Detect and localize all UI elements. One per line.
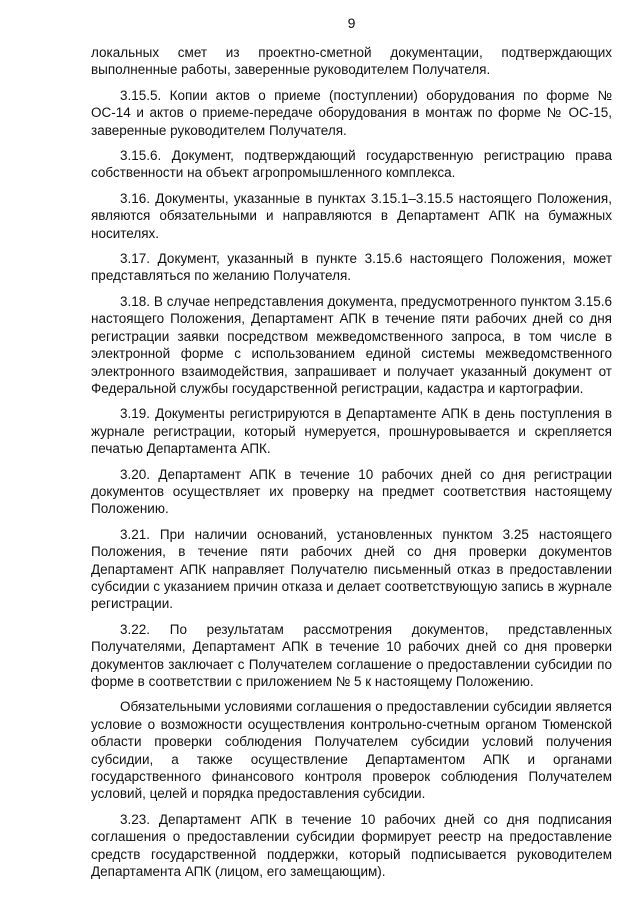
paragraph-3-18: 3.18. В случае непредставления документа, предусмотренного пунктом 3.15.6 настоящего Положения, Департамент АПК в течение пяти рабочих дней со дня регистрации заявки посредством межведомственного запроса, в том числе в электронной форме с использованием единой системы межведомственного электронного взаимодействия, запрашивает и получает указанный документ от Федеральной службы государственной регистрации, кадастра и картографии.	[91, 293, 612, 396]
paragraph-3-15-6: 3.15.6. Документ, подтверждающий государственную регистрацию права собственности на объект агропромышленного комплекса.	[91, 148, 612, 181]
paragraph-3-17: 3.17. Документ, указанный в пункте 3.15.6 настоящего Положения, может представляться по желанию Получателя.	[91, 251, 612, 284]
paragraph-3-20: 3.20. Департамент АПК в течение 10 рабочих дней со дня регистрации документов осуществляет их проверку на предмет соответствия настоящему Положению.	[91, 466, 612, 517]
paragraph-3-15-5: 3.15.5. Копии актов о приеме (поступлении) оборудования по форме № ОС-14 и актов о приеме-передаче оборудования в монтаж по форме № ОС-15, заверенные руководителем Получателя.	[91, 87, 612, 138]
paragraph-3-21: 3.21. При наличии оснований, установленных пунктом 3.25 настоящего Положения, в течение пяти рабочих дней со дня проверки документов Департамент АПК направляет Получателю письменный отказ в предоставлении субсидии с указанием причин отказа и делает соответствующую запись в журнале регистрации.	[91, 526, 612, 612]
paragraph-continuation: локальных смет из проектно-сметной документации, подтверждающих выполненные работы, заверенные руководителем Получателя.	[91, 45, 612, 78]
paragraph-3-16: 3.16. Документы, указанные в пунктах 3.15.1–3.15.5 настоящего Положения, являются обязательными и направляются в Департамент АПК на бумажных носителях.	[91, 190, 612, 241]
document-body	[91, 44, 612, 880]
paragraph-3-23: 3.23. Департамент АПК в течение 10 рабочих дней со дня подписания соглашения о предоставлении субсидии формирует реестр на предоставление средств государственной поддержки, который подписывается руководителем Департамента АПК (лицом, его замещающим).	[91, 811, 612, 880]
page-number: 9	[347, 15, 356, 31]
paragraph-3-22: 3.22. По результатам рассмотрения документов, представленных Получателями, Департамент АПК в течение 10 рабочих дней со дня проверки документов заключает с Получателем соглашение о предоставлении субсидии по форме в соответствии с приложением № 5 к настоящему Положению.	[91, 621, 612, 689]
paragraph-3-19: 3.19. Документы регистрируются в Департаменте АПК в день поступления в журнале регистрации, который нумеруется, прошнуровывается и скрепляется печатью Департамента АПК.	[91, 406, 612, 457]
paragraph-agreement-conditions: Обязательными условиями соглашения о предоставлении субсидии является условие о возможности осуществления контрольно-счетным органом Тюменской области проверки соблюдения Получателем субсидии условий получения субсидии, а также осуществление Департаментом АПК и органами государственного финансового контроля проверок соблюдения Получателем условий, целей и порядка предоставления субсидии.	[91, 699, 612, 802]
